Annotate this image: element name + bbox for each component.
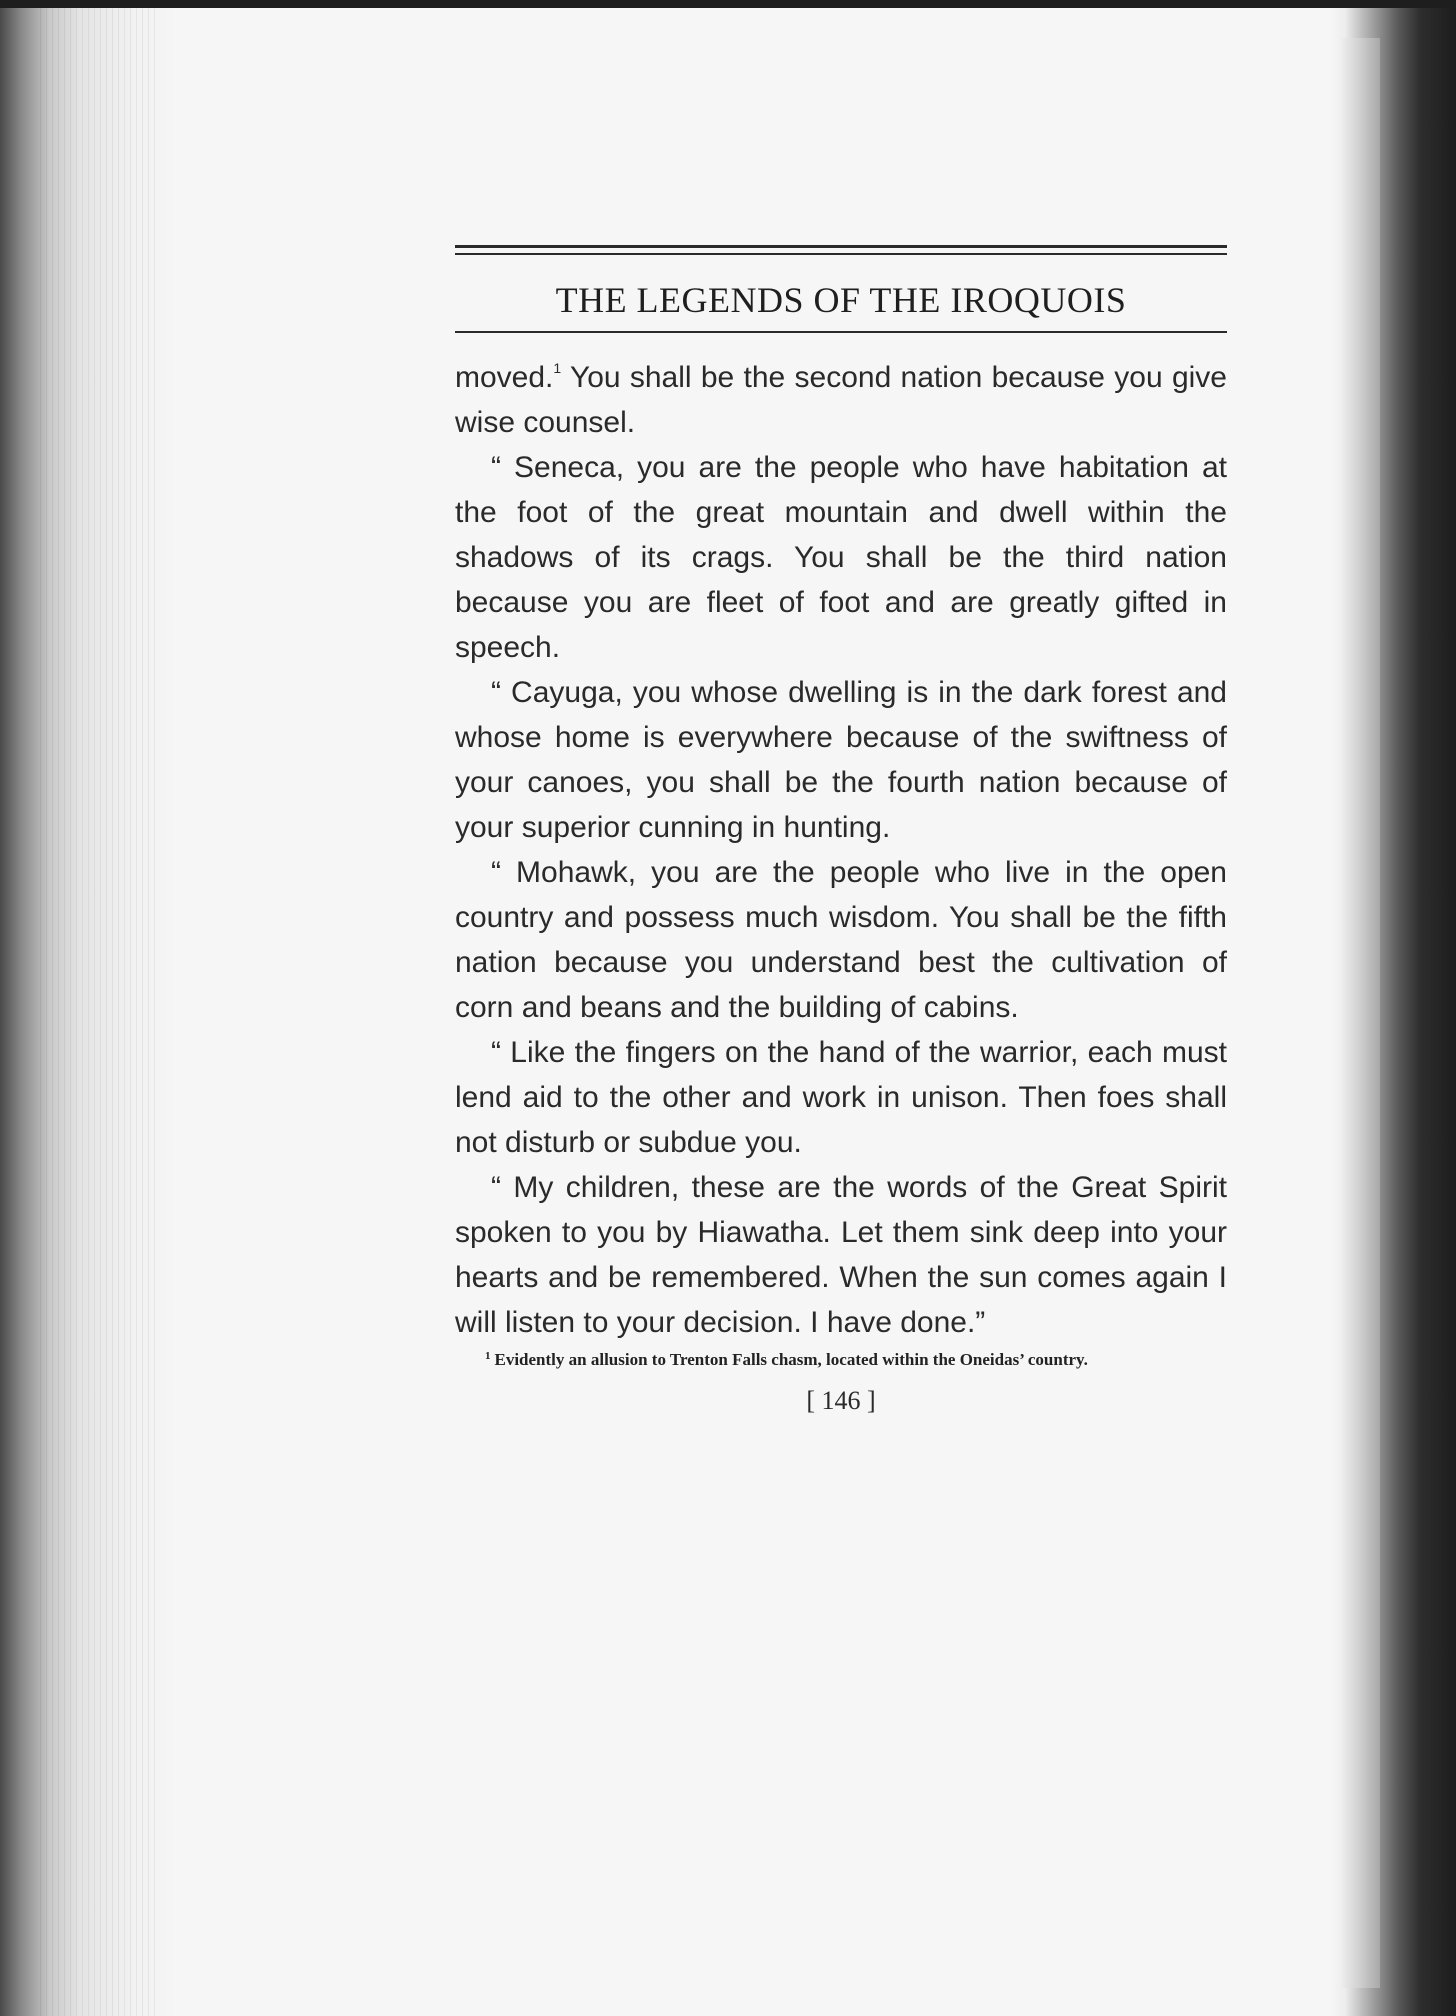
paragraph-1-start: moved. [455,361,554,394]
footnote-marker: 1 [553,360,562,376]
page-content [455,245,1227,1416]
page-edge-right [1340,38,1380,1988]
paragraph-1-rest: You shall be the second nation because you give wise counsel. [455,361,1227,439]
footnote [455,1351,1227,1368]
header-rule-top [455,245,1227,248]
running-head: THE LEGENDS OF THE IROQUOIS [555,280,1127,320]
paragraph-seneca: “ Seneca, you are the people who have habitation at the foot of the great mountain and dwell within the shadows of its crags. You shall be the third nation because you are fleet of foot and are greatly gifted in speech. [455,451,1227,664]
paragraph-mohawk: “ Mohawk, you are the people who live in the open country and possess much wisdom. You shall be the fifth nation because you understand best the cultivation of corn and beans and the building of cabins. [455,856,1227,1024]
page-number: [ 146 ] [806,1386,876,1415]
header-rule-bottom [455,331,1227,333]
paragraph-fingers: “ Like the fingers on the hand of the warrior, each must lend aid to the other and work in unison. Then foes shall not disturb or subdue you. [455,1036,1227,1159]
page-edges-left [40,8,160,2016]
paragraph-cayuga: “ Cayuga, you whose dwelling is in the dark forest and whose home is everywhere because of the swiftness of your canoes, you shall be the fourth nation because of your superior cunning in hunting. [455,676,1227,844]
footnote-text: Evidently an allusion to Trenton Falls chasm, located within the Oneidas’ country. [494,1350,1088,1369]
paragraph-1 [455,355,1227,445]
paragraph-children: “ My children, these are the words of the Great Spirit spoken to you by Hiawatha. Let them sink deep into your hearts and be remembered. When the sun comes again I will listen to your decision. I have done.” [455,1171,1227,1339]
footnote-number: 1 [485,1350,491,1362]
body-text [455,355,1227,1345]
